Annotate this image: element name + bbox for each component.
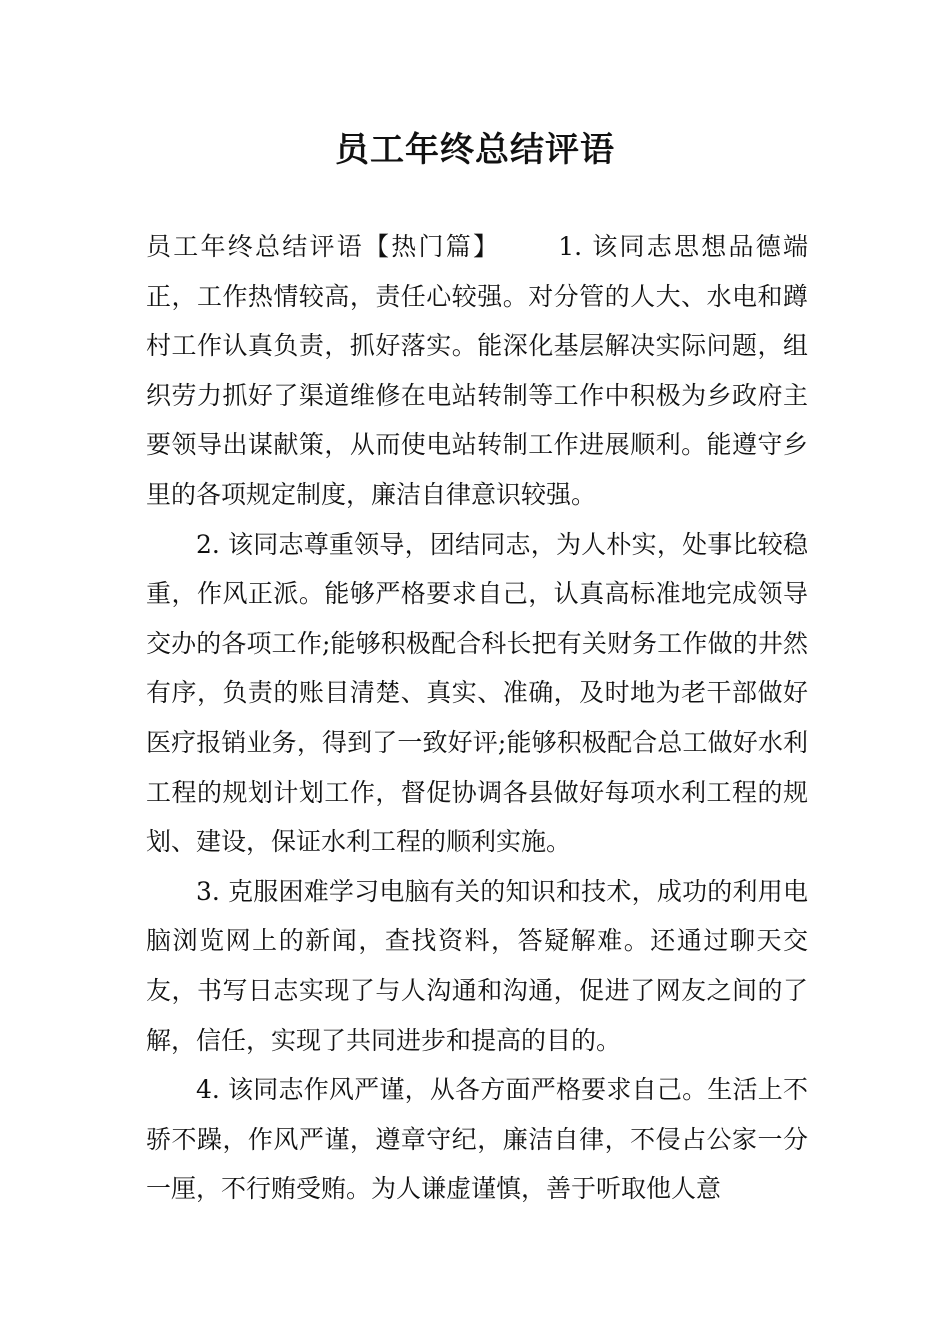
- paragraph-4: 4. 该同志作风严谨，从各方面严格要求自己。生活上不骄不躁，作风严谨，遵章守纪，廉洁自律，不侵占公家一分一厘，不行贿受贿。为人谦虚谨慎，善于听取他人意: [146, 1075, 808, 1204]
- page-title: 员工年终总结评语: [335, 130, 615, 170]
- document-body: [146, 222, 808, 1214]
- intro-heading: 员工年终总结评语【热门篇】: [146, 232, 501, 261]
- paragraph-1-text: 1. 该同志思想品德端正，工作热情较高，责任心较强。对分管的人大、水电和蹲村工作认真负责，抓好落实。能深化基层解决实际问题，组织劳力抓好了渠道维修在电站转制等工作中积极为乡政府主要领导出谋献策，从而使电站转制工作进展顺利。能遵守乡里的各项规定制度，廉洁自律意识较强。: [146, 232, 808, 509]
- paragraph-3: 3. 克服困难学习电脑有关的知识和技术，成功的利用电脑浏览网上的新闻，查找资料，答疑解难。还通过聊天交友，书写日志实现了与人沟通和沟通，促进了网友之间的了解，信任，实现了共同进步和提高的目的。: [146, 876, 808, 1055]
- paragraph-1: [146, 222, 808, 520]
- paragraph-2: 2. 该同志尊重领导，团结同志，为人朴实，处事比较稳重，作风正派。能够严格要求自己，认真高标准地完成领导交办的各项工作;能够积极配合科长把有关财务工作做的井然有序，负责的账目清楚、真实、准确，及时地为老干部做好医疗报销业务，得到了一致好评;能够积极配合总工做好水利工程的规划计划工作，督促协调各县做好每项水利工程的规划、建设，保证水利工程的顺利实施。: [146, 529, 808, 857]
